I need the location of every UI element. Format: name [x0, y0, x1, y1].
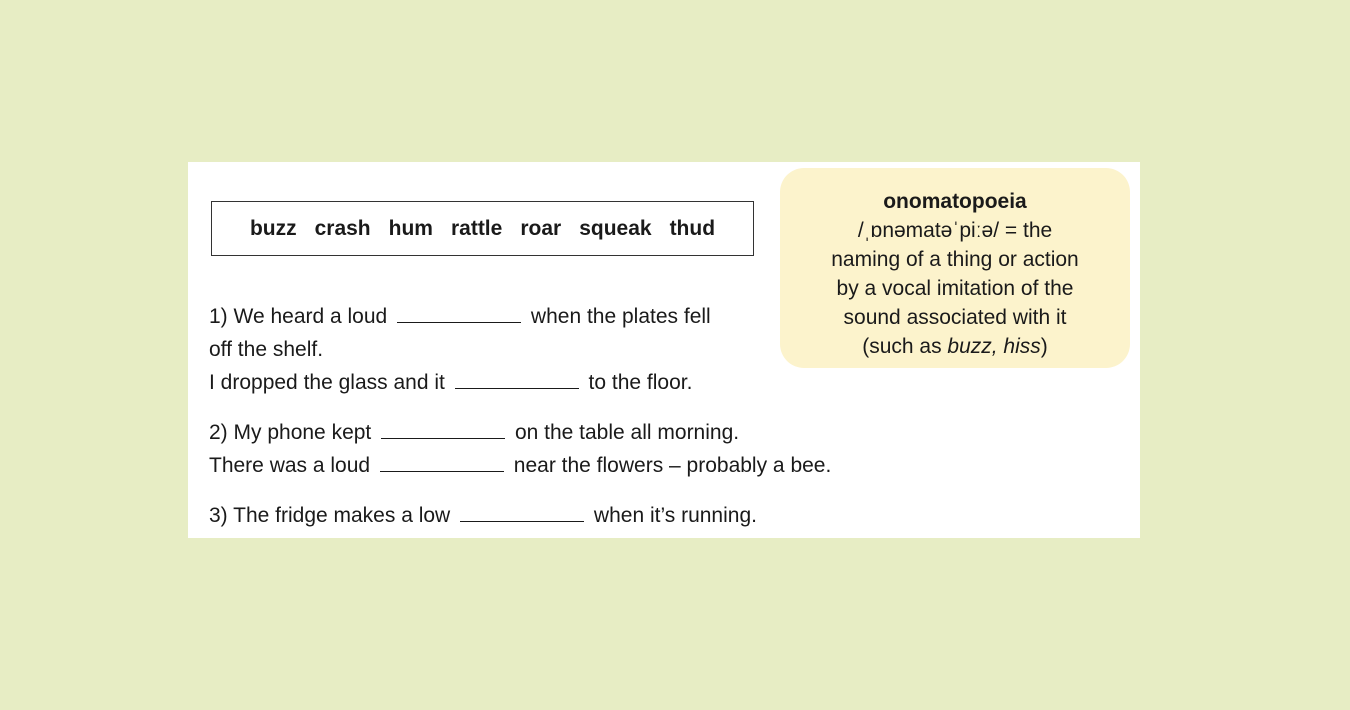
exercise-2 [209, 416, 831, 482]
answer-blank[interactable] [455, 370, 579, 389]
sentence-before: 1) We heard a loud [209, 305, 388, 328]
word-bank-item: rattle [450, 216, 503, 240]
word-bank-item: crash [314, 216, 371, 240]
definition-example-words: buzz, hiss [947, 335, 1041, 358]
exercise-sentence [209, 416, 831, 449]
word-bank [211, 201, 754, 256]
definition-line: /ˌɒnəmatəˈpiːə/ = the [857, 219, 1053, 242]
definition-example [780, 332, 1130, 361]
definition-example-prefix: (such as [862, 335, 948, 358]
sentence-before: There was a loud [209, 454, 371, 477]
sentence-after: on the table all morning. [514, 421, 740, 444]
worksheet-card [188, 162, 1140, 538]
sentence-after: when the plates fell [530, 305, 711, 328]
answer-blank[interactable] [460, 503, 584, 522]
definition-term: onomatopoeia [883, 190, 1027, 213]
answer-blank[interactable] [381, 420, 505, 439]
definition-line: sound associated with it [843, 306, 1067, 329]
sentence-before: I dropped the glass and it [209, 371, 445, 394]
exercise-sentence [209, 366, 711, 399]
exercise-3 [209, 499, 757, 532]
answer-blank[interactable] [397, 304, 521, 323]
exercise-1 [209, 300, 711, 399]
word-bank-item: hum [388, 216, 433, 240]
sentence-after: to the floor. [588, 371, 693, 394]
definition-line: by a vocal imitation of the [836, 277, 1074, 300]
answer-blank[interactable] [380, 453, 504, 472]
exercise-sentence [209, 499, 757, 532]
exercise-sentence [209, 333, 711, 366]
exercise-sentence [209, 300, 711, 333]
definition-line: naming of a thing or action [831, 248, 1079, 271]
sentence-before: off the shelf. [209, 338, 324, 361]
sentence-after: when it’s running. [593, 504, 757, 527]
sentence-before: 2) My phone kept [209, 421, 372, 444]
definition-box [780, 168, 1130, 368]
sentence-after: near the flowers – probably a bee. [513, 454, 832, 477]
word-bank-item: thud [669, 216, 716, 240]
word-bank-item: roar [520, 216, 562, 240]
definition-example-suffix: ) [1040, 335, 1048, 358]
word-bank-item: buzz [249, 216, 297, 240]
sentence-before: 3) The fridge makes a low [209, 504, 451, 527]
word-bank-item: squeak [579, 216, 652, 240]
exercise-sentence [209, 449, 831, 482]
